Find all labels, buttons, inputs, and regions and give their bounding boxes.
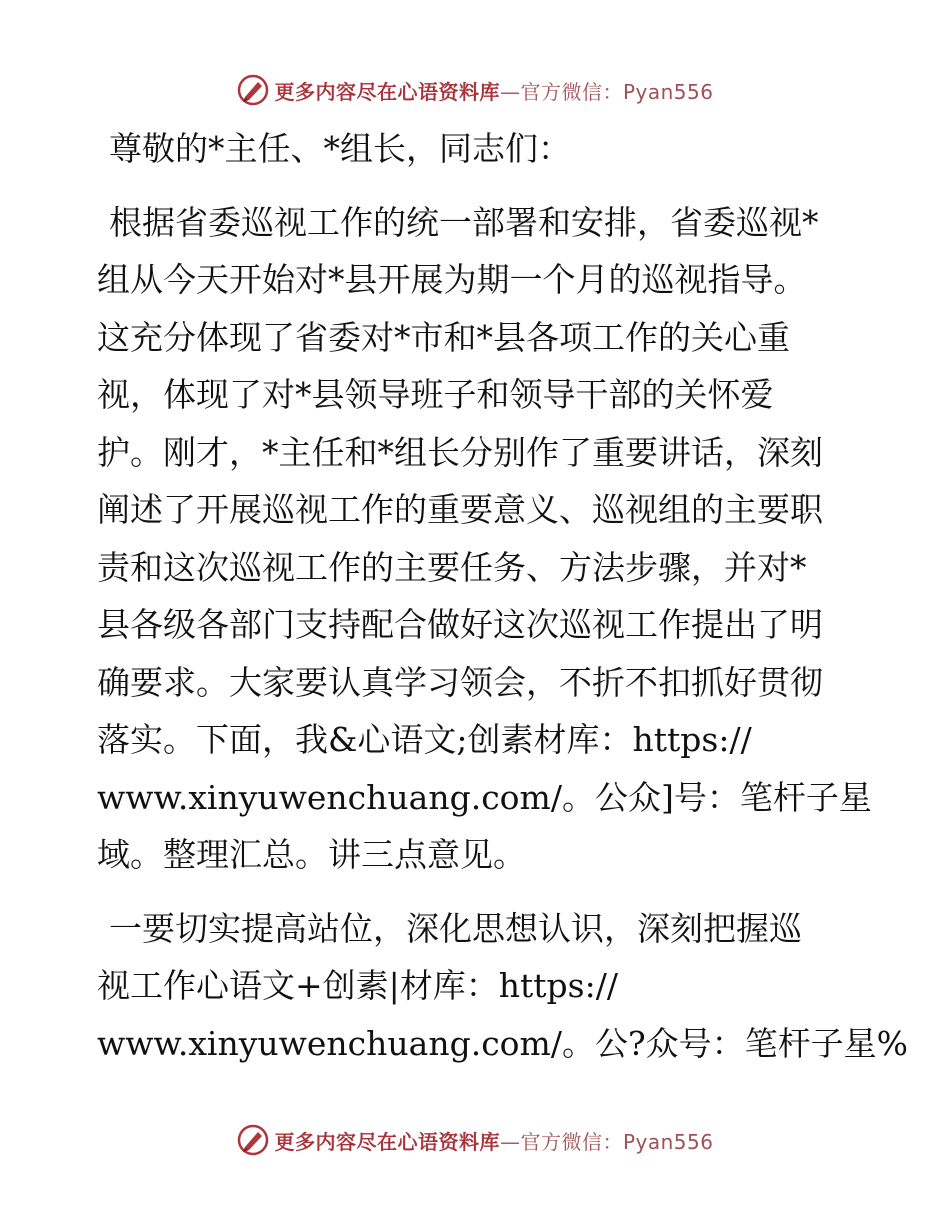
paragraph-1-line: 落实。下面，我&心语文;创素材库：https://	[97, 720, 752, 759]
paragraph-1	[97, 194, 872, 884]
paragraph-2-line: www.xinyuwenchuang.com/。公?众号：笔杆子星%	[97, 1023, 908, 1063]
paragraph-1-line: 根据省委巡视工作的统一部署和安排，省委巡视*	[109, 202, 819, 242]
paragraph-2-line: 视工作心语文+创素|材库：https://	[97, 966, 618, 1005]
banner-brand: 更多内容尽在心语资料库	[274, 79, 500, 104]
banner-dash: —	[499, 1129, 521, 1154]
banner-brand: 更多内容尽在心语资料库	[274, 1129, 500, 1154]
banner-text	[274, 76, 713, 105]
paragraph-1-line: 确要求。大家要认真学习领会，不折不扣抓好贯彻	[97, 662, 823, 702]
greeting-line: 尊敬的*主任、*组长，同志们：	[109, 129, 571, 168]
header-banner	[0, 70, 950, 110]
paragraph-1-line: 视，体现了对*县领导班子和领导干部的关怀爱	[97, 375, 774, 414]
paragraph-1-line: 县各级各部门支持配合做好这次巡视工作提出了明	[97, 605, 823, 644]
footer-banner	[0, 1120, 950, 1160]
paragraph-1-line: 阐述了开展巡视工作的重要意义、巡视组的主要职	[97, 490, 823, 529]
banner-text	[274, 1126, 713, 1155]
paragraph-1-line: 责和这次巡视工作的主要任务、方法步骤，并对*	[97, 547, 807, 587]
document-body	[97, 120, 908, 1072]
paragraph-1-line: www.xinyuwenchuang.com/。公众]号：笔杆子星	[97, 777, 872, 817]
paragraph-2	[97, 900, 908, 1073]
paragraph-1-line: 组从今天开始对*县开展为期一个月的巡视指导。	[97, 260, 807, 299]
paragraph-1-line: 护。刚才，*主任和*组长分别作了重要讲话，深刻	[97, 432, 823, 472]
paragraph-1-line: 域。整理汇总。讲三点意见。	[97, 835, 526, 874]
banner-wechat: 官方微信：Pyan556	[520, 79, 714, 104]
paragraph-2-line: 一要切实提高站位，深化思想认识，深刻把握巡	[109, 908, 802, 948]
banner-dash: —	[499, 79, 521, 104]
greeting	[97, 120, 857, 178]
banner-wechat: 官方微信：Pyan556	[520, 1129, 714, 1154]
paragraph-1-line: 这充分体现了省委对*市和*县各项工作的关心重	[97, 317, 790, 357]
pen-logo-icon	[236, 73, 270, 107]
pen-logo-icon	[236, 1123, 270, 1157]
